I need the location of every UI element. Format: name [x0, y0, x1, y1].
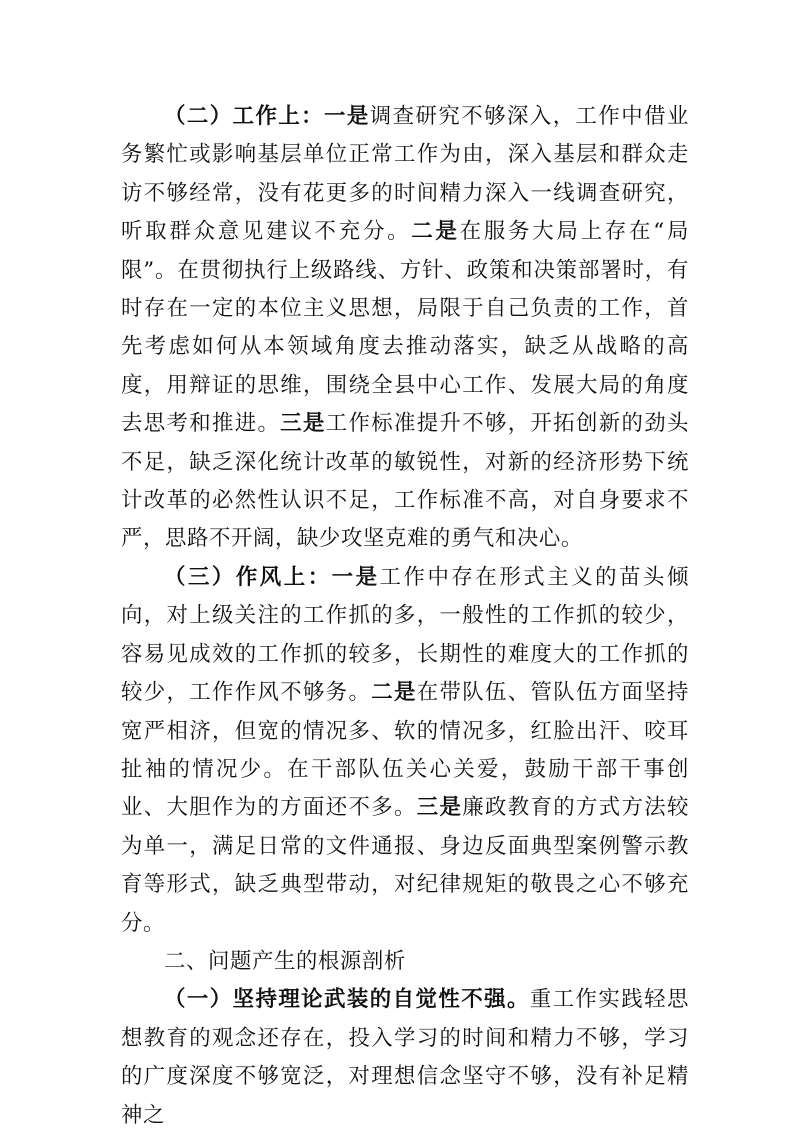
point-text: 工作中存在形式主义的苗头倾向，对上级关注的工作抓的多，一般性的工作抓的较少，容易见成效的工作抓的较多，长期性的难度大的工作抓的较少，工作作风不够务。 [121, 564, 689, 706]
point-label: 三是 [416, 795, 463, 821]
point-text: 工作标准提升不够，开拓创新的劲头不足，缺乏深化统计改革的敏锐性，对新的经济形势下统计改革的必然性认识不足，工作标准不高，对自身要求不严，思路不开阔，缺少攻坚克难的勇气和决心。 [121, 411, 689, 552]
paragraph-root-cause-1 [121, 981, 689, 1135]
document-body [121, 98, 689, 1135]
paragraph-text: 重工作实践轻思想教育的观念还存在，投入学习的时间和精力不够，学习的广度深度不够宽泛，对理想信念坚守不够，没有补足精神之 [121, 987, 690, 1128]
point-label: 一是 [331, 564, 380, 590]
point-label: 二是 [371, 680, 417, 706]
point-label: 二是 [411, 219, 460, 245]
point-text: 在服务大局上存在“局限”。在贯彻执行上级路线、方针、政策和决策部署时，有时存在一定的本位主义思想，局限于自己负责的工作，首先考虑如何从本领域角度去推动落实，缺乏从战略的高度，用辩证的思维，围绕全县中心工作、发展大局的角度去思考和推进。 [121, 219, 689, 437]
point-label: 三是 [280, 411, 326, 437]
paragraph-lead: （二）工作上： [164, 104, 325, 129]
paragraph-style [121, 559, 689, 943]
section-heading: 二、问题产生的根源剖析 [164, 948, 406, 974]
point-label: 一是 [324, 104, 370, 129]
paragraph-lead: （三）作风上： [164, 564, 332, 590]
point-text: 廉政教育的方式方法较为单一，满足日常的文件通报、身边反面典型案例警示教育等形式，缺乏典型带动，对纪律规矩的敬畏之心不够充分。 [121, 795, 689, 936]
point-text: 调查研究不够深入，工作中借业务繁忙或影响基层单位正常工作为由，深入基层和群众走访不够经常，没有花更多的时间精力深入一线调查研究，听取群众意见建议不充分。 [121, 104, 689, 245]
paragraph-lead: （一）坚持理论武装的自觉性不强。 [164, 987, 530, 1013]
paragraph-work [121, 98, 689, 559]
point-text: 在带队伍、管队伍方面坚持宽严相济，但宽的情况多、软的情况多，红脸出汗、咬耳扯袖的情况少。在干部队伍关心关爱，鼓励干部干事创业、大胆作为的方面还不多。 [121, 680, 689, 821]
